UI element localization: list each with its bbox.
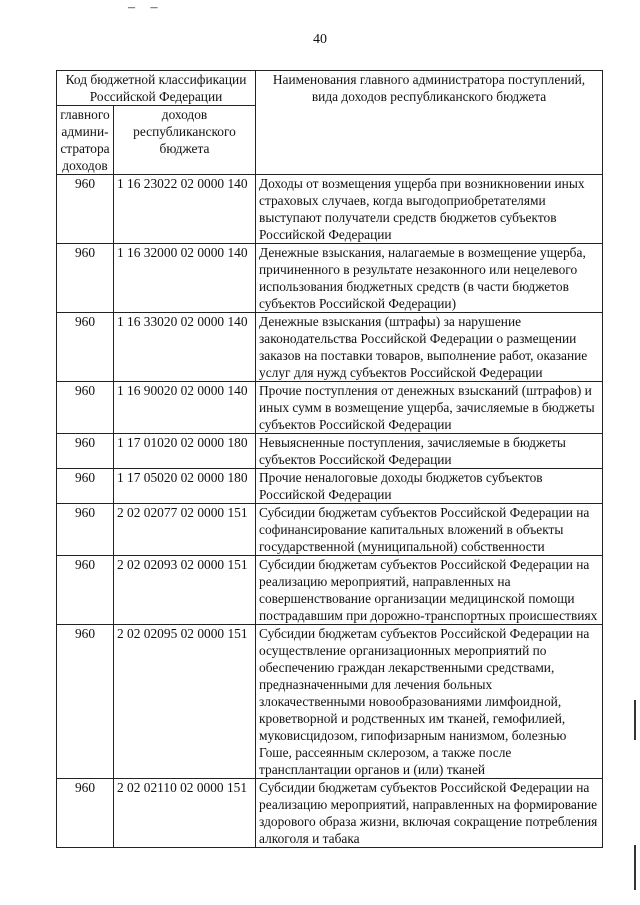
income-code-cell: 1 17 01020 02 0000 180 — [114, 434, 256, 469]
table-row — [57, 779, 603, 848]
table-row — [57, 382, 603, 434]
income-code-cell: 1 16 33020 02 0000 140 — [114, 313, 256, 382]
income-name-cell: Субсидии бюджетам субъектов Российской Федерации на софинансирование капитальных вложений в объекты государственной (муниципальной) собственности — [256, 504, 603, 556]
page-number: 40 — [313, 32, 327, 47]
income-code-cell: 1 17 05020 02 0000 180 — [114, 469, 256, 504]
admin-code-cell: 960 — [57, 779, 114, 848]
income-name-cell: Субсидии бюджетам субъектов Российской Федерации на реализацию мероприятий, направленных на совершенствование организации медицинской помощи пострадавшим при дорожно-транспортных происшествиях — [256, 556, 603, 625]
table-row — [57, 556, 603, 625]
income-name-cell: Прочие неналоговые доходы бюджетов субъектов Российской Федерации — [256, 469, 603, 504]
income-code-cell: 1 16 23022 02 0000 140 — [114, 175, 256, 244]
header-budget-code-group: Код бюджетной классификации Российской Федерации — [57, 71, 256, 106]
admin-code-cell: 960 — [57, 469, 114, 504]
income-name-cell: Доходы от возмещения ущерба при возникновении иных страховых случаев, когда выгодоприобретателями выступают получатели средств бюджетов субъектов Российской Федерации — [256, 175, 603, 244]
table-row — [57, 434, 603, 469]
header-main-administrator: главного админи-стратора доходов — [57, 106, 114, 175]
income-name-cell: Денежные взыскания, налагаемые в возмещение ущерба, причиненного в результате незаконного или нецелевого использования бюджетных средств (в части бюджетов субъектов Российской Федерации) — [256, 244, 603, 313]
income-code-cell: 2 02 02095 02 0000 151 — [114, 625, 256, 779]
table-body — [57, 175, 603, 848]
table-row — [57, 244, 603, 313]
scan-mark: – – — [128, 0, 164, 15]
income-code-cell: 1 16 32000 02 0000 140 — [114, 244, 256, 313]
income-name-cell: Прочие поступления от денежных взысканий (штрафов) и иных сумм в возмещение ущерба, зачисляемые в бюджеты субъектов Российской Федерации — [256, 382, 603, 434]
income-code-cell: 2 02 02110 02 0000 151 — [114, 779, 256, 848]
admin-code-cell: 960 — [57, 504, 114, 556]
table-row — [57, 175, 603, 244]
admin-code-cell: 960 — [57, 625, 114, 779]
admin-code-cell: 960 — [57, 382, 114, 434]
admin-code-cell: 960 — [57, 313, 114, 382]
admin-code-cell: 960 — [57, 434, 114, 469]
table-row — [57, 504, 603, 556]
admin-code-cell: 960 — [57, 244, 114, 313]
table-row — [57, 469, 603, 504]
admin-code-cell: 960 — [57, 556, 114, 625]
income-code-cell: 2 02 02093 02 0000 151 — [114, 556, 256, 625]
header-administrator-name: Наименования главного администратора поступлений, вида доходов республиканского бюджета — [256, 71, 603, 175]
header-budget-income: доходов республиканского бюджета — [114, 106, 256, 175]
table-row — [57, 313, 603, 382]
income-name-cell: Субсидии бюджетам субъектов Российской Федерации на осуществление организационных мероприятий по обеспечению граждан лекарственными средствами, предназначенными для лечения больных злокачественными новообразованиями лимфоидной, кроветворной и родственных им тканей, гемофилией, муковисцидозом, гипофизарным нанизмом, болезнью Гоше, рассеянным склерозом, а также после трансплантации органов и (или) тканей — [256, 625, 603, 779]
income-name-cell: Невыясненные поступления, зачисляемые в бюджеты субъектов Российской Федерации — [256, 434, 603, 469]
budget-classification-table — [56, 70, 603, 848]
table-row — [57, 625, 603, 779]
income-name-cell: Субсидии бюджетам субъектов Российской Федерации на реализацию мероприятий, направленных на формирование здорового образа жизни, включая сокращение потребления алкоголя и табака — [256, 779, 603, 848]
income-code-cell: 2 02 02077 02 0000 151 — [114, 504, 256, 556]
income-code-cell: 1 16 90020 02 0000 140 — [114, 382, 256, 434]
admin-code-cell: 960 — [57, 175, 114, 244]
scan-edge-line — [634, 700, 636, 740]
income-name-cell: Денежные взыскания (штрафы) за нарушение законодательства Российской Федерации о размещении заказов на поставки товаров, выполнение работ, оказание услуг для нужд субъектов Российской Федерации — [256, 313, 603, 382]
scan-edge-line — [634, 845, 636, 890]
